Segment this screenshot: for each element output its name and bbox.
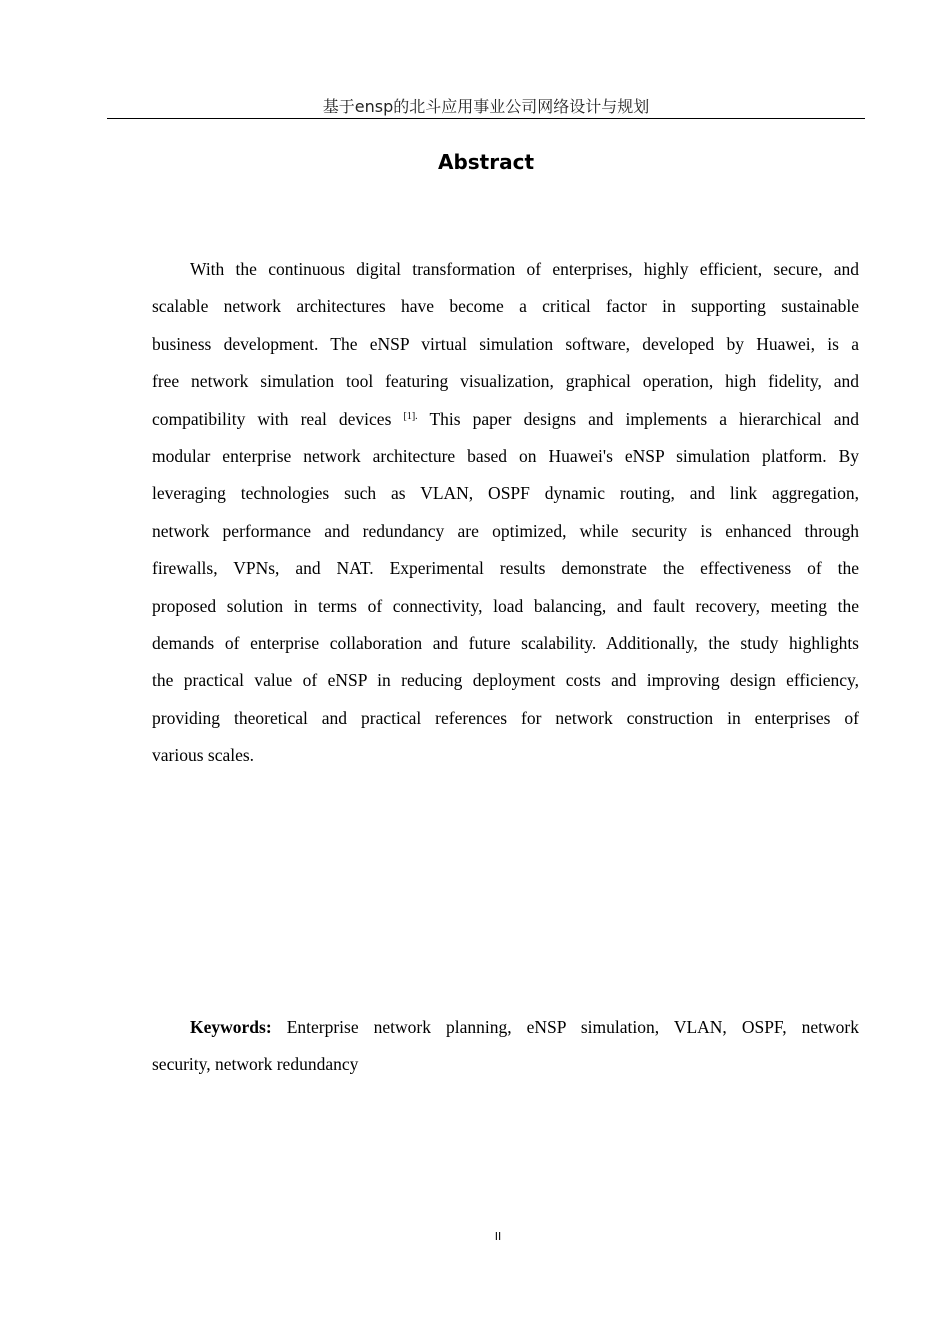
running-header: 基于ensp的北斗应用事业公司网络设计与规划	[322, 97, 650, 116]
page-title: Abstract	[437, 150, 535, 174]
abstract-line: scalable network architectures have become a critical factor in supporting sustainable	[152, 296, 859, 317]
keywords-text: Enterprise network planning, eNSP simulation, VLAN, OSPF, network	[286, 1017, 860, 1037]
abstract-line: the practical value of eNSP in reducing deployment costs and improving design efficiency,	[152, 670, 859, 691]
abstract-line: providing theoretical and practical references for network construction in enterprises of	[152, 707, 859, 728]
keywords-line: security, network redundancy	[152, 1054, 359, 1074]
keywords	[152, 1009, 859, 1083]
abstract-line: various scales.	[152, 745, 255, 766]
keywords-line	[152, 1009, 859, 1046]
keywords-label: Keywords:	[190, 1017, 272, 1037]
page-number: II	[494, 1230, 502, 1243]
abstract-line: free network simulation tool featuring visualization, graphical operation, high fidelity, and	[152, 371, 859, 392]
abstract-line: firewalls, VPNs, and NAT. Experimental results demonstrate the effectiveness of the	[152, 558, 859, 579]
abstract-line: proposed solution in terms of connectivity, load balancing, and fault recovery, meeting the	[152, 595, 859, 616]
abstract-line	[152, 401, 859, 438]
abstract-line: network performance and redundancy are optimized, while security is enhanced through	[152, 520, 859, 541]
header-divider	[107, 118, 865, 119]
citation: [1].	[403, 410, 418, 422]
abstract-line: modular enterprise network architecture based on Huawei's eNSP simulation platform. By	[152, 445, 859, 466]
abstract-line: leveraging technologies such as VLAN, OSPF dynamic routing, and link aggregation,	[152, 483, 859, 504]
abstract-text: This paper designs and implements a hierarchical and	[429, 408, 860, 429]
abstract-body	[152, 251, 859, 774]
abstract-text: compatibility with real devices	[152, 408, 392, 429]
abstract-line: With the continuous digital transformation of enterprises, highly efficient, secure, and	[190, 259, 859, 279]
abstract-line: business development. The eNSP virtual simulation software, developed by Huawei, is a	[152, 333, 859, 354]
abstract-line: demands of enterprise collaboration and future scalability. Additionally, the study highlights	[152, 632, 859, 653]
